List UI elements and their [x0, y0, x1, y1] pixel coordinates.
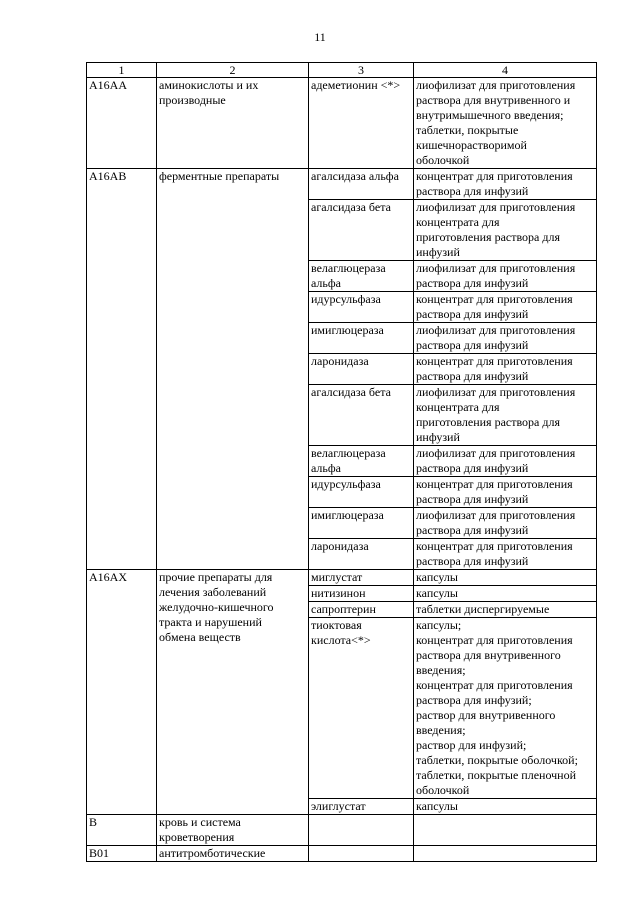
- drug-name: тиоктовая кислота<*>: [309, 618, 414, 799]
- atc-code: A16AB: [87, 169, 157, 570]
- drug-name: элиглустат: [309, 799, 414, 815]
- drug-name: имиглюцераза: [309, 508, 414, 539]
- atc-code: B01: [87, 846, 157, 862]
- dosage-form: капсулы: [414, 570, 597, 586]
- dosage-form: капсулы; концентрат для приготовления раствора для внутривенного введения; концентрат для приготовления раствора для инфузий; раствор для внутривенного введения; раствор для инфузий; таблетки, покрытые оболочкой; таблетки, покрытые пленочной оболочкой: [414, 618, 597, 799]
- drug-name: агалсидаза бета: [309, 385, 414, 446]
- atc-group-name: ферментные препараты: [157, 169, 309, 570]
- drug-name: идурсульфаза: [309, 292, 414, 323]
- header-col-1: 1: [87, 63, 157, 78]
- drug-name: сапроптерин: [309, 602, 414, 618]
- drug-name: агалсидаза бета: [309, 200, 414, 261]
- dosage-form-empty: [414, 815, 597, 846]
- table-header-row: [87, 63, 597, 78]
- dosage-form: таблетки диспергируемые: [414, 602, 597, 618]
- table-row: [87, 78, 597, 169]
- drug-name: ларонидаза: [309, 354, 414, 385]
- drug-list-table: [86, 62, 597, 862]
- drug-name: миглустат: [309, 570, 414, 586]
- drug-name: адеметионин <*>: [309, 78, 414, 169]
- header-col-3: 3: [309, 63, 414, 78]
- dosage-form: лиофилизат для приготовления концентрата для приготовления раствора для инфузий: [414, 385, 597, 446]
- drug-name-empty: [309, 846, 414, 862]
- drug-name: нитизинон: [309, 586, 414, 602]
- dosage-form: концентрат для приготовления раствора для инфузий: [414, 169, 597, 200]
- atc-group-name: прочие препараты для лечения заболеваний желудочно-кишечного тракта и нарушений обмена веществ: [157, 570, 309, 815]
- drug-name: идурсульфаза: [309, 477, 414, 508]
- atc-group-name: кровь и система кроветворения: [157, 815, 309, 846]
- dosage-form: лиофилизат для приготовления концентрата для приготовления раствора для инфузий: [414, 200, 597, 261]
- dosage-form: лиофилизат для приготовления раствора для инфузий: [414, 446, 597, 477]
- drug-name: имиглюцераза: [309, 323, 414, 354]
- table-row: [87, 815, 597, 846]
- drug-name: агалсидаза альфа: [309, 169, 414, 200]
- dosage-form: лиофилизат для приготовления раствора для инфузий: [414, 323, 597, 354]
- dosage-form: концентрат для приготовления раствора для инфузий: [414, 539, 597, 570]
- header-col-4: 4: [414, 63, 597, 78]
- drug-name: велаглюцераза альфа: [309, 446, 414, 477]
- dosage-form: капсулы: [414, 586, 597, 602]
- drug-name-empty: [309, 815, 414, 846]
- drug-name: велаглюцераза альфа: [309, 261, 414, 292]
- dosage-form-empty: [414, 846, 597, 862]
- dosage-form: концентрат для приготовления раствора для инфузий: [414, 477, 597, 508]
- dosage-form: лиофилизат для приготовления раствора для инфузий: [414, 261, 597, 292]
- page-number: 11: [314, 30, 326, 44]
- atc-group-name: антитромботические: [157, 846, 309, 862]
- drug-name: ларонидаза: [309, 539, 414, 570]
- table-row: [87, 570, 597, 586]
- dosage-form: капсулы: [414, 799, 597, 815]
- header-col-2: 2: [157, 63, 309, 78]
- atc-code: B: [87, 815, 157, 846]
- dosage-form: концентрат для приготовления раствора для инфузий: [414, 354, 597, 385]
- dosage-form: концентрат для приготовления раствора для инфузий: [414, 292, 597, 323]
- dosage-form: лиофилизат для приготовления раствора для инфузий: [414, 508, 597, 539]
- table-row: [87, 846, 597, 862]
- atc-code: A16AA: [87, 78, 157, 169]
- atc-group-name: аминокислоты и их производные: [157, 78, 309, 169]
- atc-code: A16AX: [87, 570, 157, 815]
- dosage-form: лиофилизат для приготовления раствора для внутривенного и внутримышечного введения; таблетки, покрытые кишечнорастворимой оболочкой: [414, 78, 597, 169]
- table-row: [87, 169, 597, 200]
